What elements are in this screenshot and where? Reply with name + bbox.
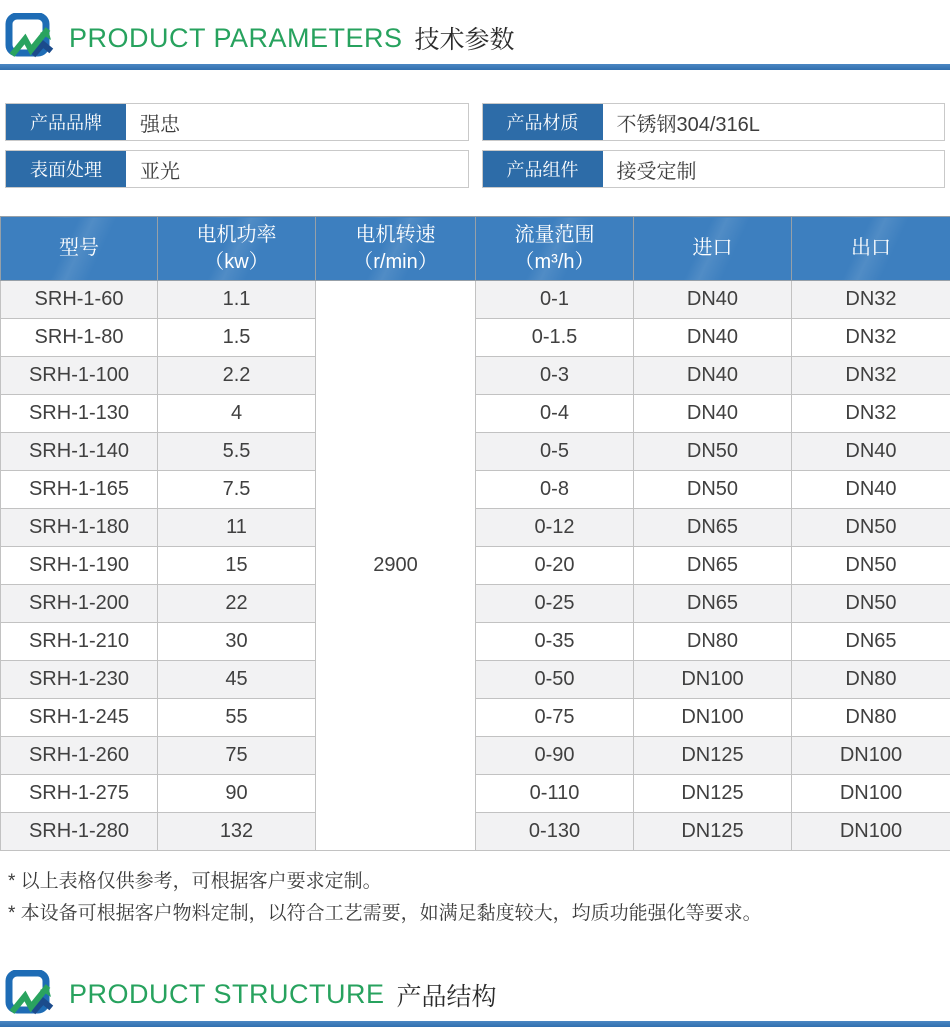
cell-inlet: DN40 bbox=[634, 357, 792, 395]
info-box-surface bbox=[5, 150, 469, 188]
cell-power: 1.5 bbox=[158, 319, 316, 357]
cell-model: SRH-1-165 bbox=[1, 471, 158, 509]
footnote-line: * 以上表格仅供参考，可根据客户要求定制。 bbox=[8, 871, 382, 892]
info-value: 接受定制 bbox=[616, 160, 697, 183]
table-row bbox=[1, 585, 950, 623]
table-row bbox=[1, 699, 950, 737]
cell-outlet: DN50 bbox=[792, 547, 950, 585]
cell-flow: 0-8 bbox=[476, 471, 634, 509]
spec-table bbox=[0, 216, 950, 851]
cell-flow: 0-4 bbox=[476, 395, 634, 433]
cell-inlet: DN65 bbox=[634, 547, 792, 585]
col-header-flow: 流量范围 （m³/h） bbox=[476, 217, 634, 281]
cell-inlet: DN40 bbox=[634, 281, 792, 319]
cell-power: 1.1 bbox=[158, 281, 316, 319]
info-box-brand bbox=[5, 103, 469, 141]
section-header-structure bbox=[0, 957, 950, 1021]
cell-flow: 0-75 bbox=[476, 699, 634, 737]
cell-model: SRH-1-260 bbox=[1, 737, 158, 775]
table-row bbox=[1, 471, 950, 509]
cell-model: SRH-1-80 bbox=[1, 319, 158, 357]
section-divider-bar bbox=[0, 64, 950, 70]
col-header-outlet: 出口 bbox=[792, 217, 950, 281]
info-value: 不锈钢304/316L bbox=[616, 113, 760, 136]
cell-model: SRH-1-130 bbox=[1, 395, 158, 433]
table-row bbox=[1, 623, 950, 661]
cell-outlet: DN100 bbox=[792, 737, 950, 775]
cell-power: 22 bbox=[158, 585, 316, 623]
section-header-parameters bbox=[0, 0, 950, 64]
cell-outlet: DN100 bbox=[792, 775, 950, 813]
cell-flow: 0-1 bbox=[476, 281, 634, 319]
cell-inlet: DN100 bbox=[634, 661, 792, 699]
section-title-zh: 产品结构 bbox=[396, 982, 497, 1011]
spec-table-head bbox=[1, 217, 950, 281]
cell-model: SRH-1-140 bbox=[1, 433, 158, 471]
cell-speed-merged: 2900 bbox=[316, 281, 476, 851]
col-header-inlet: 进口 bbox=[634, 217, 792, 281]
cell-outlet: DN65 bbox=[792, 623, 950, 661]
cell-model: SRH-1-180 bbox=[1, 509, 158, 547]
table-row bbox=[1, 395, 950, 433]
info-value: 亚光 bbox=[140, 160, 180, 183]
cell-model: SRH-1-60 bbox=[1, 281, 158, 319]
section-divider-bar bbox=[0, 1021, 950, 1027]
cell-outlet: DN80 bbox=[792, 661, 950, 699]
cell-inlet: DN125 bbox=[634, 813, 792, 851]
table-row bbox=[1, 813, 950, 851]
cell-power: 11 bbox=[158, 509, 316, 547]
cell-inlet: DN125 bbox=[634, 775, 792, 813]
cell-outlet: DN50 bbox=[792, 509, 950, 547]
cell-inlet: DN125 bbox=[634, 737, 792, 775]
footnote-line: * 本设备可根据客户物料定制，以符合工艺需要，如满足黏度较大，均质功能强化等要求。 bbox=[8, 902, 762, 924]
cell-outlet: DN40 bbox=[792, 433, 950, 471]
cell-power: 2.2 bbox=[158, 357, 316, 395]
info-value: 强忠 bbox=[140, 113, 180, 136]
cell-outlet: DN32 bbox=[792, 357, 950, 395]
cell-flow: 0-5 bbox=[476, 433, 634, 471]
cell-inlet: DN80 bbox=[634, 623, 792, 661]
table-row bbox=[1, 319, 950, 357]
cell-power: 30 bbox=[158, 623, 316, 661]
cell-outlet: DN32 bbox=[792, 281, 950, 319]
cell-power: 4 bbox=[158, 395, 316, 433]
cell-power: 75 bbox=[158, 737, 316, 775]
info-label: 产品材质 bbox=[483, 104, 603, 140]
cell-inlet: DN40 bbox=[634, 395, 792, 433]
cell-model: SRH-1-200 bbox=[1, 585, 158, 623]
cell-power: 7.5 bbox=[158, 471, 316, 509]
table-row bbox=[1, 547, 950, 585]
table-row bbox=[1, 357, 950, 395]
cell-inlet: DN50 bbox=[634, 433, 792, 471]
cell-model: SRH-1-190 bbox=[1, 547, 158, 585]
col-header-model: 型号 bbox=[1, 217, 158, 281]
cell-power: 132 bbox=[158, 813, 316, 851]
cell-model: SRH-1-275 bbox=[1, 775, 158, 813]
footnotes bbox=[8, 866, 945, 930]
cell-flow: 0-130 bbox=[476, 813, 634, 851]
cell-power: 5.5 bbox=[158, 433, 316, 471]
cell-model: SRH-1-245 bbox=[1, 699, 158, 737]
cell-flow: 0-25 bbox=[476, 585, 634, 623]
cell-model: SRH-1-230 bbox=[1, 661, 158, 699]
cell-model: SRH-1-100 bbox=[1, 357, 158, 395]
cell-flow: 0-35 bbox=[476, 623, 634, 661]
table-row bbox=[1, 509, 950, 547]
cell-power: 55 bbox=[158, 699, 316, 737]
cell-model: SRH-1-210 bbox=[1, 623, 158, 661]
section-title-en: PRODUCT PARAMETERS bbox=[69, 22, 403, 53]
cell-outlet: DN32 bbox=[792, 319, 950, 357]
info-label: 产品品牌 bbox=[6, 104, 126, 140]
cell-flow: 0-90 bbox=[476, 737, 634, 775]
info-label: 表面处理 bbox=[6, 151, 126, 187]
section-title-zh: 技术参数 bbox=[414, 26, 515, 54]
cell-outlet: DN50 bbox=[792, 585, 950, 623]
table-row bbox=[1, 737, 950, 775]
cell-power: 15 bbox=[158, 547, 316, 585]
cell-flow: 0-20 bbox=[476, 547, 634, 585]
brand-logo-icon bbox=[5, 970, 57, 1020]
cell-flow: 0-12 bbox=[476, 509, 634, 547]
cell-outlet: DN32 bbox=[792, 395, 950, 433]
spec-table-body bbox=[1, 281, 950, 851]
info-box-material bbox=[482, 103, 946, 141]
section-title-en: PRODUCT STRUCTURE bbox=[69, 979, 385, 1010]
product-info-grid bbox=[5, 103, 945, 188]
cell-outlet: DN40 bbox=[792, 471, 950, 509]
cell-flow: 0-110 bbox=[476, 775, 634, 813]
cell-outlet: DN80 bbox=[792, 699, 950, 737]
cell-flow: 0-3 bbox=[476, 357, 634, 395]
cell-inlet: DN40 bbox=[634, 319, 792, 357]
cell-outlet: DN100 bbox=[792, 813, 950, 851]
brand-logo-icon bbox=[5, 13, 57, 63]
cell-power: 90 bbox=[158, 775, 316, 813]
info-label: 产品组件 bbox=[483, 151, 603, 187]
table-row bbox=[1, 661, 950, 699]
cell-model: SRH-1-280 bbox=[1, 813, 158, 851]
cell-inlet: DN65 bbox=[634, 509, 792, 547]
cell-power: 45 bbox=[158, 661, 316, 699]
info-box-components bbox=[482, 150, 946, 188]
cell-flow: 0-1.5 bbox=[476, 319, 634, 357]
cell-inlet: DN65 bbox=[634, 585, 792, 623]
table-row bbox=[1, 281, 950, 319]
cell-inlet: DN100 bbox=[634, 699, 792, 737]
col-header-power: 电机功率 （kw） bbox=[158, 217, 316, 281]
cell-flow: 0-50 bbox=[476, 661, 634, 699]
col-header-speed: 电机转速 （r/min） bbox=[316, 217, 476, 281]
table-row bbox=[1, 433, 950, 471]
table-row bbox=[1, 775, 950, 813]
cell-inlet: DN50 bbox=[634, 471, 792, 509]
